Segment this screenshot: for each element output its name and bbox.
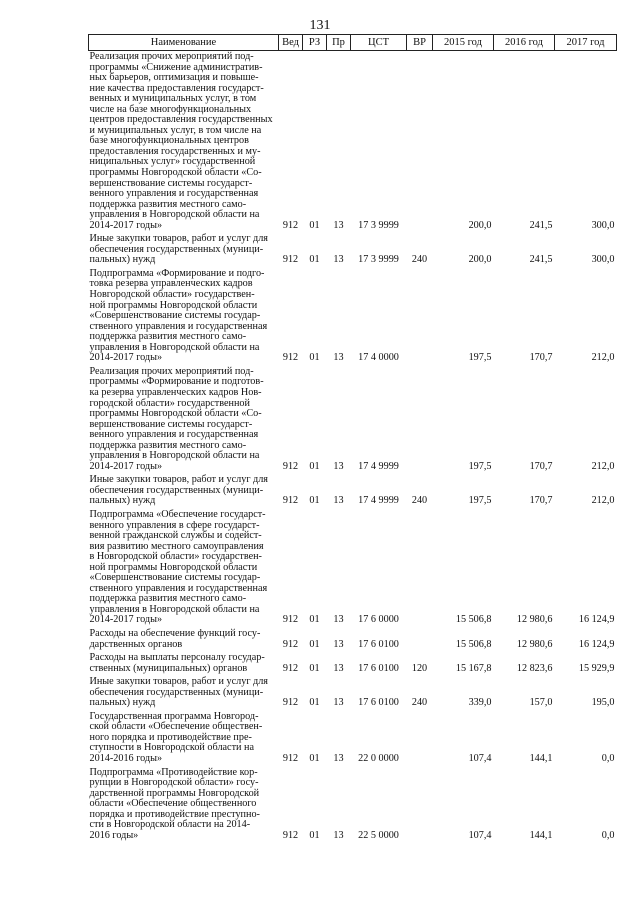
row-cst: 17 6 0000 xyxy=(358,614,399,626)
row-pr: 13 xyxy=(333,697,344,709)
row-vr: 120 xyxy=(411,662,428,674)
row-cst: 17 4 9999 xyxy=(358,460,399,472)
row-cst: 22 0 0000 xyxy=(358,753,399,764)
row-2016: 241,5 xyxy=(529,254,553,266)
table-row xyxy=(89,767,617,844)
row-2015: 15 506,8 xyxy=(455,638,492,650)
row-pr: 13 xyxy=(333,638,344,650)
row-2017: 212,0 xyxy=(591,460,615,472)
row-pr: 13 xyxy=(333,495,344,507)
table-row xyxy=(89,509,617,628)
row-2017: 0,0 xyxy=(601,753,615,764)
row-vr xyxy=(407,628,433,652)
row-rz: 01 xyxy=(309,638,320,650)
header-vr: ВР xyxy=(407,35,433,51)
row-name: Расходы на обеспечение функций госу- дарственных органов xyxy=(89,627,261,650)
row-pr: 13 xyxy=(333,753,344,764)
row-vr xyxy=(407,509,433,628)
row-rz: 01 xyxy=(309,697,320,709)
row-rz: 01 xyxy=(309,460,320,472)
row-cst: 17 6 0100 xyxy=(358,697,399,709)
row-2016: 170,7 xyxy=(529,495,553,507)
row-rz: 01 xyxy=(309,254,320,266)
row-2015: 339,0 xyxy=(468,697,492,709)
budget-table xyxy=(88,34,617,843)
row-name: Подпрограмма «Обеспечение государст- венного управления в сфере государст- венной гражданской службы и содейст- вия развитию местного самоуправления в Новгородской области» государствен- ной программы Новгородской области «Совершенствование системы государ- ственного управления и государственная поддержка развития местного само- управления в Новгородской области на 2014-2017 годы» xyxy=(89,508,268,626)
row-vr xyxy=(407,51,433,234)
row-vr xyxy=(407,767,433,844)
row-vr xyxy=(407,366,433,474)
row-vr: 240 xyxy=(411,495,428,507)
row-2015: 200,0 xyxy=(468,254,492,266)
row-name: Подпрограмма «Противодействие кор- рупции в Новгородской области» госу- дарственной программы Новгородской области «Обеспечение общественного порядка и противодействие преступно- сти в Новгородской области на 2014- 2016 годы» xyxy=(89,766,260,841)
row-ved: 912 xyxy=(282,219,299,231)
row-2016: 12 980,6 xyxy=(516,638,553,650)
row-pr: 13 xyxy=(333,254,344,266)
row-rz: 01 xyxy=(309,219,320,231)
row-2015: 15 167,8 xyxy=(455,662,492,674)
row-ved: 912 xyxy=(282,614,299,626)
row-2016: 170,7 xyxy=(529,352,553,364)
row-2017: 15 929,9 xyxy=(578,662,615,674)
header-row xyxy=(89,35,617,51)
row-vr: 240 xyxy=(411,254,428,266)
row-2017: 300,0 xyxy=(591,254,615,266)
row-pr: 13 xyxy=(333,352,344,364)
row-cst: 17 6 0100 xyxy=(358,662,399,674)
table-row xyxy=(89,652,617,676)
row-2016: 144,1 xyxy=(529,753,553,764)
row-2015: 107,4 xyxy=(468,753,492,764)
row-cst: 22 5 0000 xyxy=(358,829,399,841)
row-2016: 12 823,6 xyxy=(516,662,553,674)
row-pr: 13 xyxy=(333,219,344,231)
row-2017: 16 124,9 xyxy=(578,638,615,650)
row-2016: 157,0 xyxy=(529,697,553,709)
row-ved: 912 xyxy=(282,662,299,674)
row-2017: 0,0 xyxy=(601,829,615,841)
row-2016: 241,5 xyxy=(529,219,553,231)
row-2015: 197,5 xyxy=(468,460,492,472)
header-rz: РЗ xyxy=(303,35,327,51)
row-cst: 17 3 9999 xyxy=(358,219,399,231)
table-row xyxy=(89,711,617,767)
row-ved: 912 xyxy=(282,460,299,472)
header-cst: ЦСТ xyxy=(351,35,407,51)
row-pr: 13 xyxy=(333,829,344,841)
row-2017: 195,0 xyxy=(591,697,615,709)
row-name: Иные закупки товаров, работ и услуг для обеспечения государственных (муници- пальных) нужд xyxy=(89,676,268,709)
table-row xyxy=(89,51,617,234)
row-2015: 15 506,8 xyxy=(455,614,492,626)
row-2015: 197,5 xyxy=(468,352,492,364)
row-pr: 13 xyxy=(333,614,344,626)
header-ved: Вед xyxy=(279,35,303,51)
row-ved: 912 xyxy=(282,638,299,650)
row-pr: 13 xyxy=(333,460,344,472)
row-ved: 912 xyxy=(282,829,299,841)
table-row xyxy=(89,628,617,652)
header-name: Наименование xyxy=(89,35,279,51)
header-2015: 2015 год xyxy=(433,35,494,51)
header-2016: 2016 год xyxy=(494,35,555,51)
row-ved: 912 xyxy=(282,254,299,266)
row-2015: 200,0 xyxy=(468,219,492,231)
row-rz: 01 xyxy=(309,352,320,364)
row-cst: 17 3 9999 xyxy=(358,254,399,266)
table-row xyxy=(89,474,617,509)
row-name: Расходы на выплаты персоналу государ- ственных (муниципальных) органов xyxy=(89,652,265,674)
row-name: Реализация прочих мероприятий под- программы «Формирование и подготов- ка резерва управленческих кадров Нов- городской области» государственной программы Новгородской области «Со- вершенствование системы государст- венного управления и государственная поддержка развития местного само- управления в Новгородской области на 2014-2017 годы» xyxy=(89,365,264,472)
table-row xyxy=(89,268,617,366)
row-rz: 01 xyxy=(309,662,320,674)
row-ved: 912 xyxy=(282,753,299,764)
row-rz: 01 xyxy=(309,614,320,626)
table-row xyxy=(89,676,617,711)
row-2016: 12 980,6 xyxy=(516,614,553,626)
row-2017: 16 124,9 xyxy=(578,614,615,626)
row-cst: 17 6 0100 xyxy=(358,638,399,650)
row-rz: 01 xyxy=(309,495,320,507)
row-rz: 01 xyxy=(309,829,320,841)
row-cst: 17 4 0000 xyxy=(358,352,399,364)
row-2015: 107,4 xyxy=(468,829,492,841)
row-ved: 912 xyxy=(282,352,299,364)
row-rz: 01 xyxy=(309,753,320,764)
row-name: Реализация прочих мероприятий под- программы «Снижение административ- ных барьеров, оптимизация и повыше- ние качества предоставления государст- венных и муниципальных услуг, в том числе на базе многофункциональных центров предоставления государственных и муниципальных услуг, в том числе на базе многофункциональных центров предоставления государственных и му- ниципальных услуг» государственной программы Новгородской области «Со- вершенствование системы государст- венного управления и государственная поддержка развития местного само- управления в Новгородской области на 2014-2017 годы» xyxy=(89,51,273,231)
row-name: Государственная программа Новгород- ской области «Обеспечение обществен- ного порядка и противодействие пре- ступности в Новгородской области на 2014-2016 годы» xyxy=(89,710,263,764)
row-ved: 912 xyxy=(282,495,299,507)
row-vr: 240 xyxy=(411,697,428,709)
row-2016: 170,7 xyxy=(529,460,553,472)
table-row xyxy=(89,366,617,474)
row-pr: 13 xyxy=(333,662,344,674)
page-number: 131 xyxy=(309,18,331,33)
row-vr xyxy=(407,268,433,366)
row-vr xyxy=(407,711,433,767)
header-2017: 2017 год xyxy=(555,35,617,51)
row-2017: 300,0 xyxy=(591,219,615,231)
row-2016: 144,1 xyxy=(529,829,553,841)
row-name: Подпрограмма «Формирование и подго- товка резерва управленческих кадров Новгородской области» государствен- ной программы Новгородской области «Совершенствование системы государ- ственного управления и государственная поддержка развития местного само- управления в Новгородской области на 2014-2017 годы» xyxy=(89,267,268,364)
header-pr: Пр xyxy=(327,35,351,51)
row-name: Иные закупки товаров, работ и услуг для обеспечения государственных (муници- пальных) нужд xyxy=(89,474,268,507)
row-cst: 17 4 9999 xyxy=(358,495,399,507)
row-2017: 212,0 xyxy=(591,495,615,507)
row-name: Иные закупки товаров, работ и услуг для обеспечения государственных (муници- пальных) нужд xyxy=(89,233,268,266)
row-2017: 212,0 xyxy=(591,352,615,364)
row-2015: 197,5 xyxy=(468,495,492,507)
table-row xyxy=(89,233,617,268)
row-ved: 912 xyxy=(282,697,299,709)
